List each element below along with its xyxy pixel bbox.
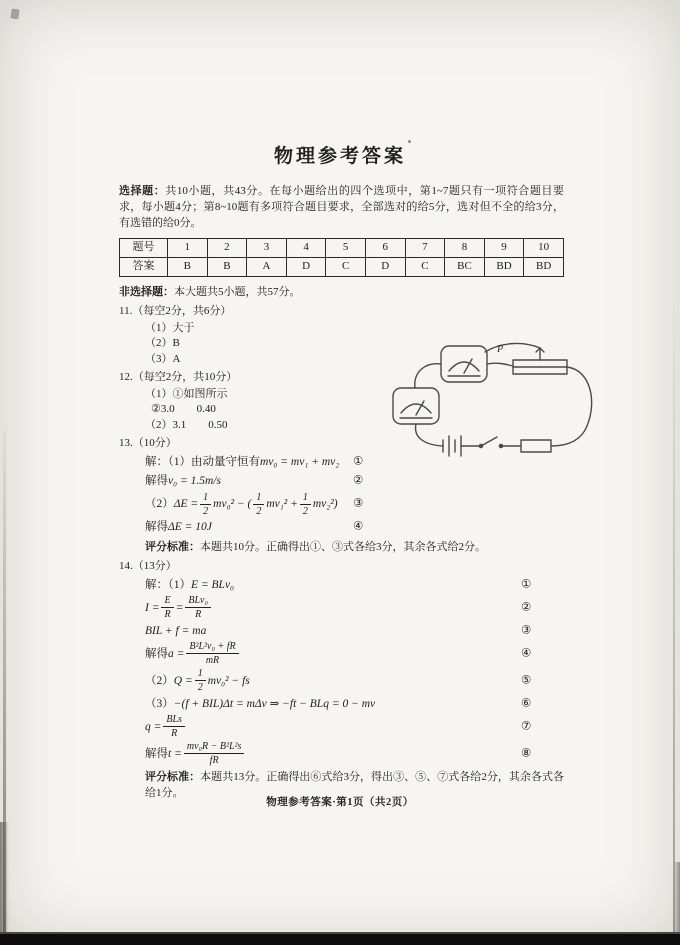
q11-answer-3: （3）A [145, 352, 181, 365]
scan-artifact [10, 8, 19, 19]
equation-number: ③ [521, 624, 532, 637]
scan-left-edge [3, 430, 6, 932]
equation-number: ⑤ [521, 674, 532, 687]
equation: （3） −(f + BIL)Δt = mΔv ⇒ −ft − BLq = 0 − mv [145, 697, 376, 710]
non-choice-text: 本大题共5小题，共57分。 [174, 285, 301, 298]
equation-number: ① [521, 578, 532, 591]
q13-heading: 13.（10分） [119, 436, 177, 449]
q12-answer-2: ②3.0 0.40 [151, 403, 216, 416]
equation-line [145, 595, 564, 620]
equation-number: ④ [353, 520, 364, 533]
qnum-cell: 2 [207, 238, 247, 257]
equation-line [145, 473, 564, 490]
q14-rubric-label: 评分标准： [145, 771, 201, 784]
equation-line [145, 576, 564, 593]
equation-line [145, 695, 564, 712]
answer-cell: D [286, 257, 326, 276]
meter-top [441, 346, 487, 382]
equation: q = $\frac{\text{BLs}}{R}$ [145, 714, 187, 739]
qnum-cell: 5 [326, 238, 366, 257]
scan-right-edge [673, 290, 675, 932]
equation-number: ② [353, 474, 364, 487]
q13-rubric [145, 540, 564, 556]
equation: 解得 ΔE = 10J [145, 520, 212, 533]
equation-line [145, 492, 564, 517]
equation-number: ② [521, 601, 532, 614]
content-area [119, 184, 564, 804]
equation-number: ⑦ [521, 720, 532, 733]
q14-heading: 14.（13分） [119, 559, 177, 572]
equation: BIL + f = ma [145, 624, 207, 637]
choice-intro-label: 选择题： [119, 185, 166, 197]
answer-cell: BC [445, 257, 485, 276]
q12-answer-1: （1）①如图所示 [145, 387, 228, 400]
equation: 解：（1） E = BLv₀ [145, 578, 235, 591]
answer-cell: BD [484, 257, 524, 276]
equation-line [145, 668, 564, 693]
q12-answer-3: （2）3.1 0.50 [145, 418, 228, 431]
meter-left [393, 388, 439, 424]
resistor-box [521, 440, 551, 452]
equation: 解：（1）由动量守恒有 mv₀ = mv₁ + mv₂ [145, 455, 340, 468]
answer-table [119, 238, 564, 277]
qnum-cell: 4 [286, 238, 326, 257]
answer-cell: A [247, 257, 287, 276]
equation: 解得 v₀ = 1.5m/s [145, 474, 221, 487]
qnum-cell: 9 [484, 238, 524, 257]
choice-section-intro [119, 184, 564, 232]
qnum-cell: 6 [365, 238, 405, 257]
qnum-cell: 8 [445, 238, 485, 257]
equation-number: ① [353, 455, 364, 468]
rheostat-slider-label: P [497, 344, 504, 355]
equation: （2） Q = $\frac{1}{2}$ mv₀² − fs [145, 668, 250, 694]
q11-answer-1: （1）大于 [145, 321, 195, 334]
rheostat [513, 348, 567, 374]
q13-rubric-label: 评分标准： [145, 540, 200, 553]
equation-line [145, 741, 564, 766]
qnum-cell: 7 [405, 238, 445, 257]
table-row-answers [120, 257, 564, 276]
switch [479, 437, 502, 448]
q11-answer-2: （2）B [145, 337, 180, 350]
qnum-cell: 1 [168, 238, 208, 257]
answer-cell: B [168, 257, 208, 276]
equation: （2） ΔE = $\frac{1}{2}$ mv₀² − ( $\frac{1}{2}$ mv₁² + $\frac{1}{2}$ mv₂²) [145, 491, 338, 517]
q13-rubric-text: 本题共10分。正确得出①、③式各给3分，其余各式给2分。 [200, 540, 486, 553]
circuit-diagram [384, 340, 626, 468]
equation-number: ③ [353, 497, 364, 510]
equation-number: ⑥ [521, 697, 532, 710]
qnum-cell: 3 [247, 238, 287, 257]
q14-rubric-text: 本题共13分。正确得出⑥式给3分，得出③、⑤、⑦式各给2分，其余各式各给1分。 [145, 771, 565, 800]
qnum-header-cell: 题号 [120, 238, 168, 257]
equation: I = $\frac{E}{R}$ = $\frac{\text{BLv₀}}{R}$ [145, 595, 213, 620]
page-footer: 物理参考答案·第1页（共2页） [266, 797, 414, 808]
answer-cell: C [405, 257, 445, 276]
battery [443, 436, 461, 456]
equation-line [145, 641, 564, 666]
equation-number: ⑧ [521, 747, 532, 760]
table-row-question-numbers [120, 238, 564, 257]
question-14 [119, 559, 564, 803]
equation: 解得 t = $\frac{\text{mv₀R − B²L²s}}{fR}$ [145, 741, 246, 766]
answer-cell: BD [524, 257, 564, 276]
answer-cell: D [365, 257, 405, 276]
choice-intro-text: 共10小题，共43分。在每小题给出的四个选项中，第1~7题只有一项符合题目要求，每小题4分；第8~10题有多项符合题目要求，全部选对的给5分，选对但不全的给3分，有选错的给0分。 [119, 185, 565, 229]
answer-cell: C [326, 257, 366, 276]
qnum-cell: 10 [524, 238, 564, 257]
answer-cell: B [207, 257, 247, 276]
equation-line [145, 714, 564, 739]
non-choice-heading [119, 285, 564, 301]
page-title: 物理参考答案 [273, 146, 406, 167]
non-choice-label: 非选择题： [119, 285, 174, 298]
equation-line [145, 519, 564, 536]
scan-bottom-edge [0, 932, 680, 945]
equation: 解得 a = $\frac{\text{B²L²v₀ + fR}}{mR}$ [145, 641, 241, 666]
equation-number: ④ [521, 647, 532, 660]
q11-heading: 11.（每空2分，共6分） [119, 304, 232, 317]
equation-line [145, 622, 564, 639]
answer-header-cell: 答案 [120, 257, 168, 276]
q12-heading: 12.（每空2分，共10分） [119, 370, 238, 383]
